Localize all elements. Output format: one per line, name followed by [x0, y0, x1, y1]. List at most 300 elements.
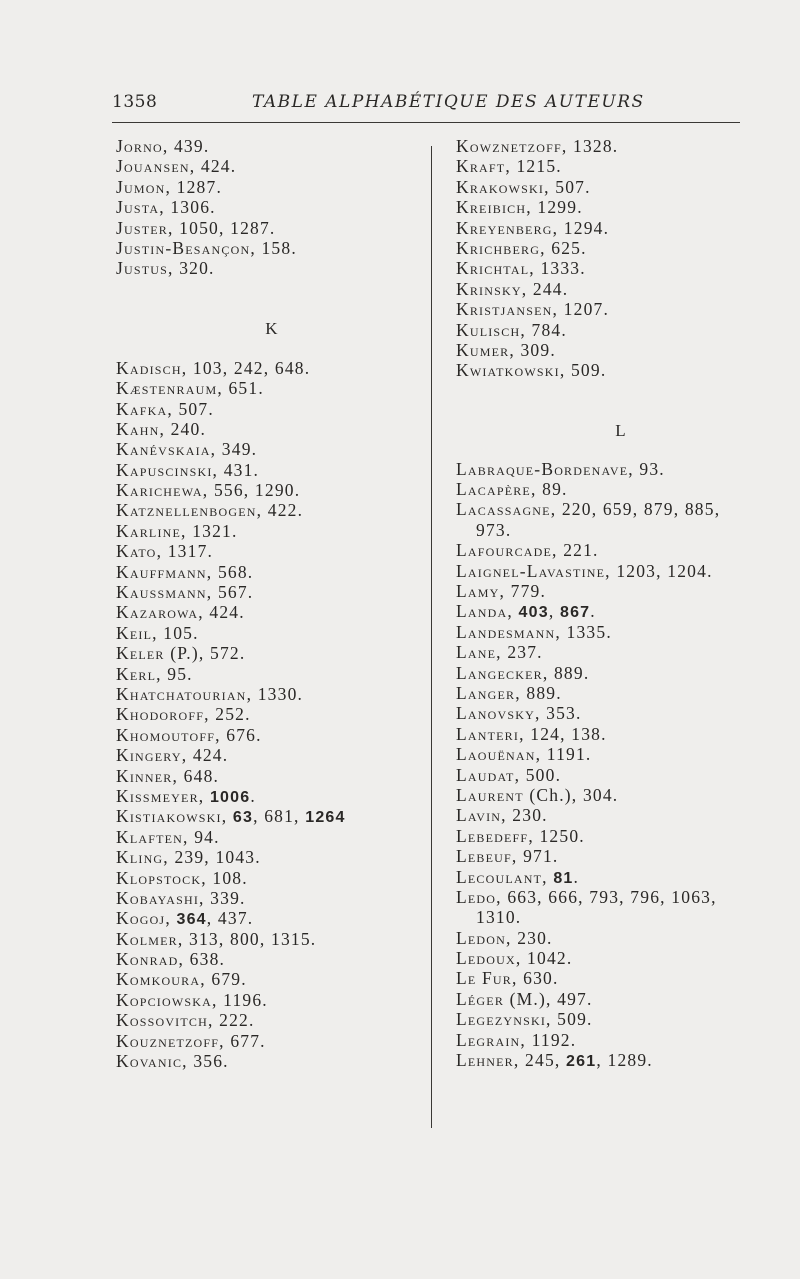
author-name: Lacapère — [456, 479, 531, 500]
index-entry — [456, 724, 786, 744]
author-name: Jumon — [116, 176, 166, 197]
page-refs: 237. — [507, 642, 543, 663]
name-separator: , — [506, 927, 518, 948]
author-name: Lanteri — [456, 723, 520, 744]
page-refs: 638. — [189, 949, 226, 970]
index-entry — [116, 806, 428, 826]
index-entry — [456, 320, 786, 340]
author-name: Laudat — [456, 764, 515, 785]
name-separator: , — [200, 969, 212, 990]
index-entry — [456, 601, 786, 621]
author-name: Kumer — [456, 339, 510, 360]
page-refs: 1196. — [223, 989, 268, 1010]
name-separator: , — [182, 1051, 194, 1072]
index-entry — [456, 846, 786, 866]
author-name: Komkoura — [116, 969, 201, 990]
name-separator: , — [520, 319, 532, 340]
index-entry — [116, 664, 428, 684]
page-refs: 313, 800, 1315. — [189, 928, 317, 949]
author-name: Legezynski — [456, 1009, 547, 1030]
name-separator: , — [162, 136, 174, 156]
page-refs: . — [590, 601, 596, 622]
page-refs: 240. — [170, 418, 207, 439]
author-name: Landesmann — [456, 621, 556, 642]
author-name: Langer — [456, 682, 516, 703]
page-refs: 349. — [221, 439, 258, 460]
index-entry — [116, 908, 428, 928]
page-refs: 971. — [523, 846, 559, 867]
index-entry — [456, 156, 786, 176]
index-entry — [456, 867, 786, 887]
name-separator: , — [496, 886, 508, 907]
index-entry — [116, 602, 428, 622]
running-title: TABLE ALPHABÉTIQUE DES AUTEURS — [252, 92, 645, 112]
index-entry — [116, 1010, 428, 1030]
index-entry — [116, 521, 428, 541]
name-separator: , — [168, 217, 180, 238]
author-name: Konrad — [116, 949, 179, 970]
index-entry — [456, 561, 786, 581]
index-entry — [116, 990, 428, 1010]
page-refs: (P.), 572. — [170, 643, 246, 664]
index-entry — [116, 562, 428, 582]
page-refs: 1192. — [531, 1029, 577, 1050]
index-entry — [456, 299, 786, 319]
author-name: Kistiakowski — [116, 806, 222, 827]
name-separator: , — [256, 500, 268, 521]
page-refs: 320. — [179, 258, 215, 279]
page-refs: 103, 242, 648. — [192, 357, 311, 378]
page-refs: 309. — [520, 339, 556, 360]
page-refs: 1306. — [170, 197, 216, 218]
index-entry — [116, 480, 428, 500]
index-entry — [456, 968, 786, 988]
page-refs: 509. — [557, 1009, 593, 1030]
index-entry — [116, 460, 428, 480]
page-refs: 663, 666, 793, 796, 1063, — [507, 886, 717, 907]
index-entry — [456, 887, 786, 907]
page-ref-bold: 261 — [566, 1053, 597, 1071]
index-entry — [116, 218, 428, 238]
author-name: Langecker — [456, 662, 543, 683]
author-name: Juster — [116, 217, 169, 238]
index-entry — [116, 136, 428, 156]
author-name: Kerl — [116, 663, 157, 684]
index-entry — [456, 258, 786, 278]
author-name: Khodoroff — [116, 704, 205, 725]
index-entry — [116, 399, 428, 419]
index-entry — [456, 218, 786, 238]
page-ref-bold: 1264 — [305, 809, 346, 827]
author-name: Kadisch — [116, 357, 182, 378]
page-refs: 1203, 1204. — [616, 560, 713, 581]
author-name: Lebeuf — [456, 846, 512, 867]
page-header — [112, 88, 740, 122]
author-name: Kristjansen — [456, 299, 553, 320]
page-refs: , 437. — [206, 908, 254, 929]
name-separator: , — [515, 948, 528, 969]
index-entry — [116, 439, 428, 459]
name-separator: , — [544, 176, 556, 197]
index-entry — [116, 177, 428, 197]
name-separator: , — [552, 217, 564, 238]
page-refs: 500. — [525, 764, 562, 785]
page-refs: 431. — [223, 459, 260, 480]
header-rule — [112, 122, 740, 123]
name-separator: , — [499, 581, 511, 602]
page-refs: 1042. — [527, 948, 573, 969]
author-name: Lavin — [456, 805, 502, 826]
right-column — [456, 136, 786, 1070]
name-separator: , — [526, 197, 538, 218]
name-separator: , — [250, 237, 262, 258]
name-separator: , — [534, 703, 547, 724]
page-number: 1358 — [112, 92, 158, 112]
index-entry — [116, 238, 428, 258]
page-refs: 108. — [212, 867, 248, 888]
name-separator: , — [501, 805, 513, 826]
index-entry — [116, 745, 428, 765]
name-separator: , — [183, 826, 195, 847]
name-separator: , — [204, 704, 216, 725]
name-separator: , — [181, 520, 193, 541]
author-name: Kling — [116, 847, 164, 868]
author-name: Kovanic — [116, 1051, 183, 1072]
index-entry — [116, 156, 428, 176]
name-separator: , — [496, 642, 508, 663]
name-separator: , — [207, 1010, 220, 1031]
index-entry — [456, 197, 786, 217]
page-refs: (Ch.), 304. — [529, 784, 619, 805]
author-name: Laignel-Lavastine — [456, 560, 606, 581]
name-separator: , — [168, 258, 180, 279]
name-separator: , — [189, 156, 201, 177]
index-entry — [456, 279, 786, 299]
page-refs: 1050, 1287. — [179, 217, 276, 238]
author-name: Khatchatourian — [116, 683, 247, 704]
page-refs: 509. — [570, 360, 607, 381]
page-refs: 889. — [553, 662, 590, 683]
page-refs: 625. — [551, 237, 587, 258]
page-refs: 1299. — [537, 197, 583, 218]
author-name: Kowznetzoff — [456, 136, 562, 156]
name-separator: , — [511, 846, 524, 867]
page-refs: 424. — [209, 602, 245, 623]
author-name: Kato — [116, 541, 157, 562]
index-entry — [116, 827, 428, 847]
name-separator: , — [519, 723, 531, 744]
index-entry — [116, 358, 428, 378]
name-separator: , — [529, 258, 541, 279]
author-name: Kanévskaia — [116, 439, 211, 460]
author-name: Legrain — [456, 1029, 521, 1050]
name-separator: , — [152, 622, 164, 643]
name-separator: , — [163, 847, 175, 868]
index-entry — [116, 1031, 428, 1051]
name-separator: , — [513, 1050, 526, 1071]
index-entry — [116, 582, 428, 602]
page-refs: 507. — [555, 176, 591, 197]
page-refs: 424. — [192, 745, 229, 766]
index-entry — [456, 177, 786, 197]
author-name: Khomoutoff — [116, 724, 216, 745]
author-name: Krichtal — [456, 258, 530, 279]
author-name: Kissmeyer — [116, 785, 199, 806]
index-entry — [456, 805, 786, 825]
page-ref-bold: 1006 — [209, 788, 251, 806]
page-refs: 630. — [523, 968, 559, 989]
author-name: Ledo — [456, 886, 497, 907]
author-name: Kapuscinski — [116, 459, 213, 480]
name-separator: , — [246, 683, 258, 704]
page-refs: . — [573, 866, 580, 887]
index-entry — [116, 847, 428, 867]
name-separator: , — [542, 662, 554, 683]
author-name: Krichberg — [456, 237, 541, 258]
name-separator: , — [546, 1009, 558, 1030]
name-separator: , — [159, 197, 171, 218]
page-ref-bold: 63 — [232, 809, 254, 827]
index-entry — [456, 499, 786, 519]
page-refs: 651. — [228, 378, 264, 399]
author-name: Kreibich — [456, 197, 527, 218]
name-separator: , — [156, 663, 168, 684]
name-separator: , — [520, 1029, 532, 1050]
author-name: Lamy — [456, 581, 500, 602]
column-divider — [431, 146, 432, 1128]
index-entry — [456, 1050, 786, 1070]
name-separator: , — [514, 764, 526, 785]
name-separator: , — [212, 459, 224, 480]
index-entry — [116, 419, 428, 439]
index-entry — [116, 643, 428, 663]
page-refs: 244. — [532, 278, 569, 299]
letter-heading: L — [615, 420, 627, 440]
author-name: Kingery — [116, 745, 182, 766]
page-refs: 124, 138. — [530, 723, 607, 744]
index-entry — [456, 948, 786, 968]
index-entry — [456, 1030, 786, 1050]
index-entry — [116, 969, 428, 989]
index-entry — [116, 786, 428, 806]
author-name: Lehner — [456, 1050, 514, 1071]
name-separator: , — [199, 887, 211, 908]
page-ref-bold: 403 — [518, 604, 549, 622]
page-refs: 1335. — [566, 621, 612, 642]
index-entry — [116, 949, 428, 969]
author-name: Kaussmann — [116, 582, 207, 603]
page-ref-bold: 364 — [176, 911, 207, 929]
author-name: Kouznetzoff — [116, 1030, 220, 1051]
name-separator: , — [165, 176, 177, 197]
index-entry — [456, 785, 786, 805]
letter-heading: K — [265, 318, 279, 338]
author-name: Lane — [456, 642, 497, 663]
page-refs: 422. — [267, 500, 304, 521]
author-name: Kossovitch — [116, 1010, 208, 1031]
name-separator: , — [512, 968, 524, 989]
author-name: Klaften — [116, 826, 184, 847]
name-separator: , — [528, 825, 540, 846]
name-separator: , — [201, 867, 213, 888]
page-refs: 648. — [183, 765, 220, 786]
index-entry — [456, 642, 786, 662]
page-refs: 507. — [178, 398, 214, 419]
index-entry — [456, 459, 786, 479]
page-refs: 1250. — [539, 825, 585, 846]
left-column — [116, 136, 428, 1071]
author-name: Labraque-Bordenave — [456, 458, 629, 479]
page-ref-bold: 867 — [559, 604, 591, 622]
name-separator: , — [507, 601, 519, 622]
index-entry — [116, 929, 428, 949]
author-name: Ledoux — [456, 948, 516, 969]
name-separator: , — [198, 602, 210, 623]
author-name: Lecoulant — [456, 866, 543, 887]
name-separator: , — [535, 744, 547, 765]
page-refs: 230. — [517, 927, 553, 948]
index-entry-continuation — [456, 907, 786, 927]
index-entry — [456, 744, 786, 764]
author-name: Kobayashi — [116, 887, 200, 908]
index-entry — [456, 581, 786, 601]
author-name: Keler — [116, 643, 165, 664]
page-refs: 779. — [510, 581, 547, 602]
author-name: Krinsky — [456, 278, 522, 299]
index-entry — [456, 989, 786, 1009]
page-refs: , — [548, 601, 560, 622]
author-name: Kraft — [456, 156, 506, 177]
name-separator: , — [521, 278, 533, 299]
author-name: Karichewa — [116, 480, 203, 501]
author-name: Jouansen — [116, 156, 190, 177]
author-name: Justus — [116, 258, 169, 279]
name-separator: , — [198, 785, 210, 806]
name-separator: , — [552, 299, 564, 320]
author-name: Kazarowa — [116, 602, 199, 623]
author-name: Lacassagne — [456, 499, 551, 520]
index-entry — [456, 663, 786, 683]
index-entry — [116, 766, 428, 786]
page-refs: 356. — [193, 1051, 229, 1072]
index-entry — [116, 623, 428, 643]
page-refs: 1215. — [516, 156, 562, 177]
index-entry — [456, 826, 786, 846]
page-refs: 556, 1290. — [213, 480, 301, 501]
name-separator: , — [605, 560, 617, 581]
page-refs: 1333. — [540, 258, 586, 279]
page-refs: 784. — [531, 319, 567, 340]
index-entry — [456, 928, 786, 948]
name-separator: , — [172, 765, 184, 786]
name-separator: , — [181, 745, 193, 766]
author-name: Krakowski — [456, 176, 545, 197]
page-refs: . — [250, 785, 256, 806]
name-separator: , — [515, 682, 527, 703]
page-refs: 221. — [563, 540, 599, 561]
name-separator: , — [165, 908, 177, 929]
page-refs: 439. — [173, 136, 210, 156]
author-name: Keil — [116, 622, 153, 643]
index-entry — [116, 541, 428, 561]
name-separator: , — [505, 156, 517, 177]
name-separator: , — [159, 418, 171, 439]
name-separator: , — [550, 499, 562, 520]
name-separator: , — [156, 541, 168, 562]
name-separator: , — [542, 866, 554, 887]
name-separator: , — [217, 378, 229, 399]
author-name: Landa — [456, 601, 508, 622]
page-refs: 230. — [512, 805, 548, 826]
page-refs: 889. — [526, 682, 562, 703]
page-refs: 679. — [211, 969, 247, 990]
index-entry — [116, 704, 428, 724]
index-entry — [456, 136, 786, 156]
name-separator: , — [211, 989, 224, 1010]
author-name: Kopciowska — [116, 989, 212, 1010]
name-separator: , — [540, 237, 552, 258]
page-refs: 158. — [261, 237, 297, 258]
name-separator: , — [206, 561, 218, 582]
page-refs: 1310. — [476, 907, 522, 928]
page-refs: , 1289. — [596, 1050, 653, 1071]
page-ref-bold: 81 — [553, 869, 574, 887]
name-separator: , — [552, 540, 564, 561]
index-entry — [456, 765, 786, 785]
page-refs: 239, 1043. — [174, 847, 261, 868]
page-refs: 973. — [476, 519, 512, 540]
index-entry — [116, 888, 428, 908]
index-entry-continuation — [456, 520, 786, 540]
index-entry — [116, 197, 428, 217]
index-entry — [456, 540, 786, 560]
author-name: Kreyenberg — [456, 217, 553, 238]
page-refs: 1328. — [573, 136, 619, 156]
page-refs: 95. — [167, 663, 193, 684]
index-entry — [116, 725, 428, 745]
author-name: Kæstenraum — [116, 378, 218, 399]
page-refs: 353. — [546, 703, 582, 724]
page-refs: 1317. — [167, 541, 214, 562]
author-name: Kogoj — [116, 908, 166, 929]
author-name: Klopstock — [116, 867, 202, 888]
name-separator: , — [509, 339, 521, 360]
author-name: Kulisch — [456, 319, 521, 340]
name-separator: , — [530, 479, 543, 500]
page-refs: 245, — [525, 1050, 567, 1071]
name-separator: , — [178, 949, 190, 970]
page-refs: 1330. — [257, 683, 304, 704]
author-name: Kahn — [116, 418, 160, 439]
index-entry — [116, 500, 428, 520]
author-name: Kauffmann — [116, 561, 207, 582]
index-entry — [456, 479, 786, 499]
author-name: Justin-Besançon — [116, 237, 251, 258]
name-separator: , — [628, 458, 640, 479]
page-refs: 252. — [215, 704, 251, 725]
author-name: Lanovsky — [456, 703, 535, 724]
page-refs: 89. — [542, 479, 568, 500]
author-name: Kinner — [116, 765, 173, 786]
author-name: Jorno — [116, 136, 163, 156]
author-name: Karline — [116, 520, 182, 541]
page-refs: 568. — [217, 561, 254, 582]
name-separator: , — [181, 357, 193, 378]
index-entry — [116, 258, 428, 278]
page-refs: 424. — [200, 156, 237, 177]
page-refs: 1207. — [563, 299, 610, 320]
page-refs: 1321. — [192, 520, 238, 541]
